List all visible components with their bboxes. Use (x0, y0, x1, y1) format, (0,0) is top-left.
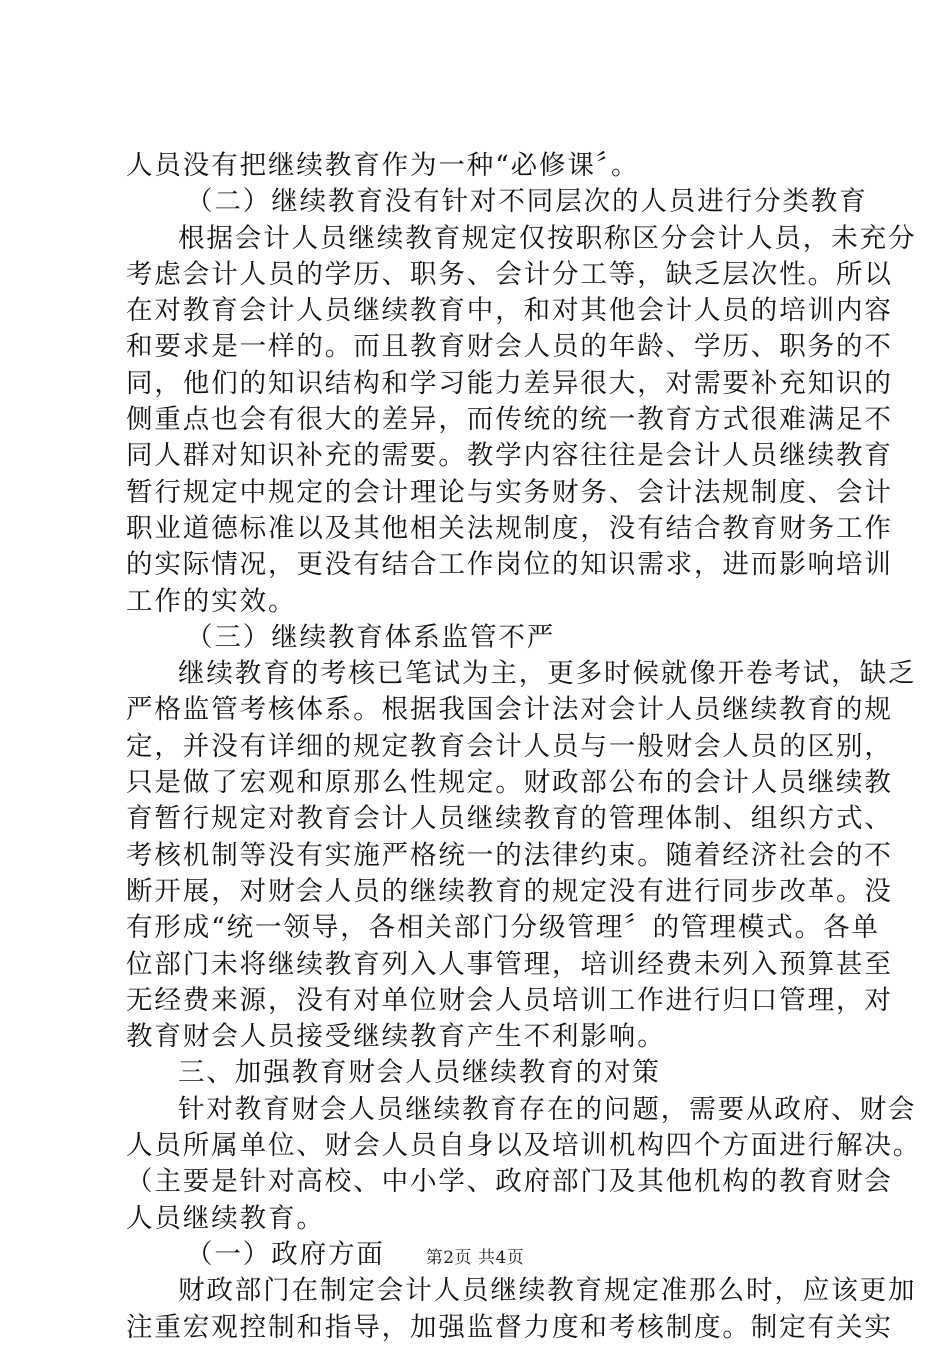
text-line: 人员没有把继续教育作为一种“必修课〞。 (126, 150, 640, 181)
document-body (126, 148, 922, 1346)
text-line: 侧重点也会有很大的差异，而传统的统一教育方式很难满足不 (126, 404, 893, 436)
text-line: 注重宏观控制和指导，加强监督力度和考核制度。制定有关实 (126, 1311, 893, 1343)
text-line: 三、加强教育财会人员继续教育的对策 (178, 1057, 661, 1089)
text-line: 在对教育会计人员继续教育中，和对其他会计人员的培训内容 (126, 295, 893, 327)
text-line: 只是做了宏观和原那么性规定。财政部公布的会计人员继续教 (126, 767, 893, 799)
text-line: 无经费来源，没有对单位财会人员培训工作进行归口管理，对 (126, 984, 893, 1016)
text-line: 职业道德标准以及其他相关法规制度，没有结合教育财务工作 (126, 512, 893, 544)
text-line: 定，并没有详细的规定教育会计人员与一般财会人员的区别， (126, 730, 893, 762)
text-line: 考虑会计人员的学历、职务、会计分工等，缺乏层次性。所以 (126, 258, 893, 290)
text-line: 暂行规定中规定的会计理论与实务财务、会计法规制度、会计 (126, 476, 893, 508)
text-line: 位部门未将继续教育列入人事管理，培训经费未列入预算甚至 (126, 948, 893, 980)
text-line: （二）继续教育没有针对不同层次的人员进行分类教育 (186, 186, 868, 218)
text-line: 财政部门在制定会计人员继续教育规定准那么时，应该更加 (178, 1275, 917, 1307)
text-line: 工作的实效。 (126, 585, 297, 617)
text-line: 的实际情况，更没有结合工作岗位的知识需求，进而影响培训 (126, 549, 893, 581)
text-line: 考核机制等没有实施严格统一的法律约束。随着经济社会的不 (126, 839, 893, 871)
page-footer: 第2页 共4页 (425, 1248, 525, 1268)
text-line: （主要是针对高校、中小学、政府部门及其他机构的教育财会 (126, 1166, 893, 1198)
text-line: 根据会计人员继续教育规定仅按职称区分会计人员，未充分 (178, 222, 917, 254)
text-line: 教育财会人员接受继续教育产生不利影响。 (126, 1021, 666, 1053)
text-line: 同人群对知识补充的需要。教学内容往往是会计人员继续教育 (126, 440, 893, 472)
text-line: 同，他们的知识结构和学习能力差异很大，对需要补充知识的 (126, 367, 893, 399)
text-line: 人员继续教育。 (126, 1202, 325, 1234)
text-line: 严格监管考核体系。根据我国会计法对会计人员继续教育的规 (126, 694, 893, 726)
text-line: 和要求是一样的。而且教育财会人员的年龄、学历、职务的不 (126, 331, 893, 363)
text-line: 有形成“统一领导，各相关部门分级管理〞的管理模式。各单 (126, 912, 880, 944)
text-line: 人员所属单位、财会人员自身以及培训机构四个方面进行解决。 (126, 1130, 922, 1162)
text-line: 针对教育财会人员继续教育存在的问题，需要从政府、财会 (178, 1093, 917, 1125)
text-line: 继续教育的考核已笔试为主，更多时候就像开卷考试，缺乏 (178, 658, 917, 690)
text-line: （三）继续教育体系监管不严 (186, 621, 556, 653)
text-line: （一）政府方面 (186, 1238, 385, 1270)
text-line: 断开展，对财会人员的继续教育的规定没有进行同步改革。没 (126, 875, 893, 907)
text-line: 育暂行规定对教育会计人员继续教育的管理体制、组织方式、 (126, 803, 893, 835)
